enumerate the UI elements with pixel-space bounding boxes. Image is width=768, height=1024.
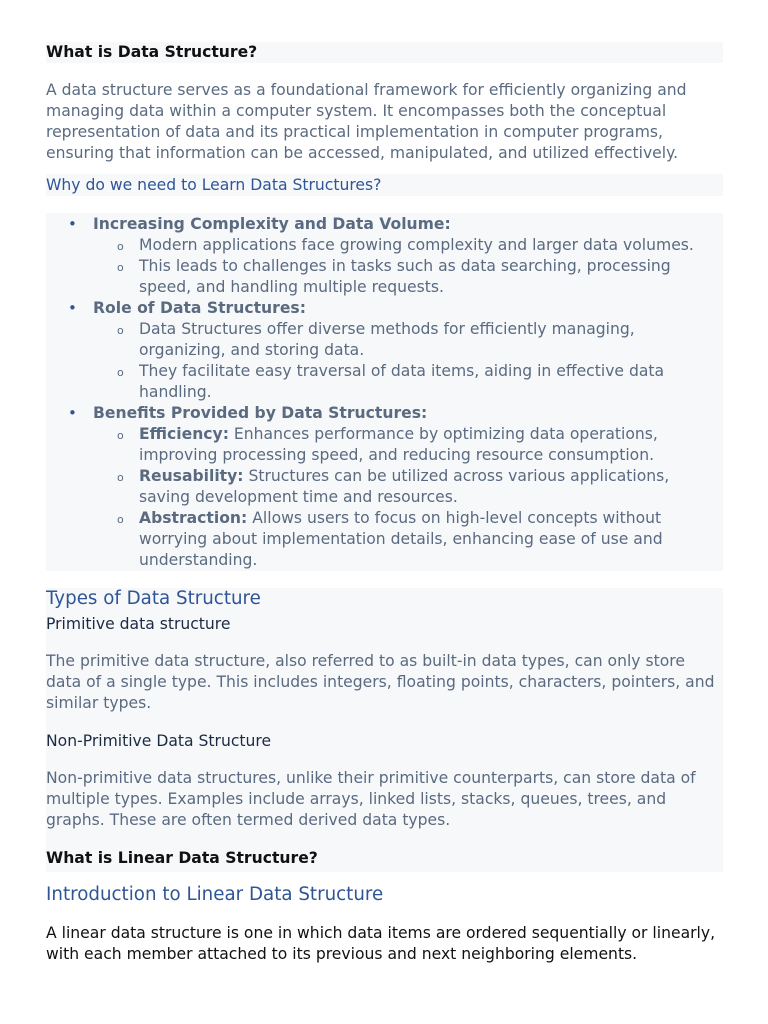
heading-block xyxy=(46,42,723,63)
sub-list xyxy=(93,319,723,403)
paragraph-non-primitive-data-structure: Non-primitive data structures, unlike their primitive counterparts, can store data of multiple types. Examples include arrays, linked lists, stacks, queues, trees, and graphs. These are often termed derived data types. xyxy=(46,769,696,829)
sub-list-item-term: Efficiency: xyxy=(139,425,229,443)
sub-list-item xyxy=(93,424,723,466)
heading-non-primitive-data-structure: Non-Primitive Data Structure xyxy=(46,732,272,750)
paragraph-linear-data-structure: A linear data structure is one in which data items are ordered sequentially or linearly, with each member attached to its previous and next neighboring elements. xyxy=(46,924,716,963)
sub-list-item xyxy=(93,319,723,361)
sub-list-item-term: Abstraction: xyxy=(139,509,248,527)
sub-list-item xyxy=(93,235,723,256)
sub-list xyxy=(93,235,723,298)
sub-list xyxy=(93,424,723,571)
heading-why-learn: Why do we need to Learn Data Structures? xyxy=(46,176,382,194)
why-learn-list-block xyxy=(46,213,723,571)
sub-list-item-text: Allows users to focus on high-level concepts without worrying about implementation details, enhancing ease of use and understanding. xyxy=(139,509,663,569)
sub-list-item xyxy=(93,508,723,571)
heading-block xyxy=(46,174,723,196)
list-item xyxy=(46,403,723,571)
list-item-label: Benefits Provided by Data Structures: xyxy=(93,404,428,422)
sub-list-item-text: This leads to challenges in tasks such as data searching, processing speed, and handling multiple requests. xyxy=(139,257,671,296)
document-page xyxy=(46,42,723,965)
sub-list-item xyxy=(93,466,723,508)
sub-list-item-text: Structures can be utilized across various applications, saving development time and resources. xyxy=(139,467,670,506)
why-learn-list xyxy=(46,214,723,571)
sub-list-item-text: Enhances performance by optimizing data operations, improving processing speed, and reducing resource consumption. xyxy=(139,425,658,464)
paragraph-primitive-data-structure: The primitive data structure, also referred to as built-in data types, can only store data of a single type. This includes integers, floating points, characters, pointers, and similar types. xyxy=(46,652,715,712)
heading-what-is-linear-data-structure: What is Linear Data Structure? xyxy=(46,849,318,867)
sub-list-item-text: Data Structures offer diverse methods for efficiently managing, organizing, and storing data. xyxy=(139,320,635,359)
sub-list-item-text: They facilitate easy traversal of data items, aiding in effective data handling. xyxy=(139,362,665,401)
heading-what-is-data-structure: What is Data Structure? xyxy=(46,43,258,61)
types-section xyxy=(46,588,723,872)
heading-types-of-data-structure: Types of Data Structure xyxy=(46,588,261,609)
list-item-label: Role of Data Structures: xyxy=(93,299,306,317)
list-item xyxy=(46,298,723,403)
list-item-label: Increasing Complexity and Data Volume: xyxy=(93,215,451,233)
heading-introduction-linear-data-structure: Introduction to Linear Data Structure xyxy=(46,884,384,905)
sub-list-item-term: Reusability: xyxy=(139,467,244,485)
paragraph-data-structure-definition: A data structure serves as a foundational framework for efficiently organizing and managing data within a computer system. It encompasses both the conceptual representation of data and its practical implementation in computer programs, ensuring that information can be accessed, manipulated, and utilized effectively. xyxy=(46,81,687,162)
sub-list-item-text: Modern applications face growing complexity and larger data volumes. xyxy=(139,236,694,254)
sub-list-item xyxy=(93,361,723,403)
heading-primitive-data-structure: Primitive data structure xyxy=(46,615,231,633)
list-item xyxy=(46,214,723,298)
sub-list-item xyxy=(93,256,723,298)
